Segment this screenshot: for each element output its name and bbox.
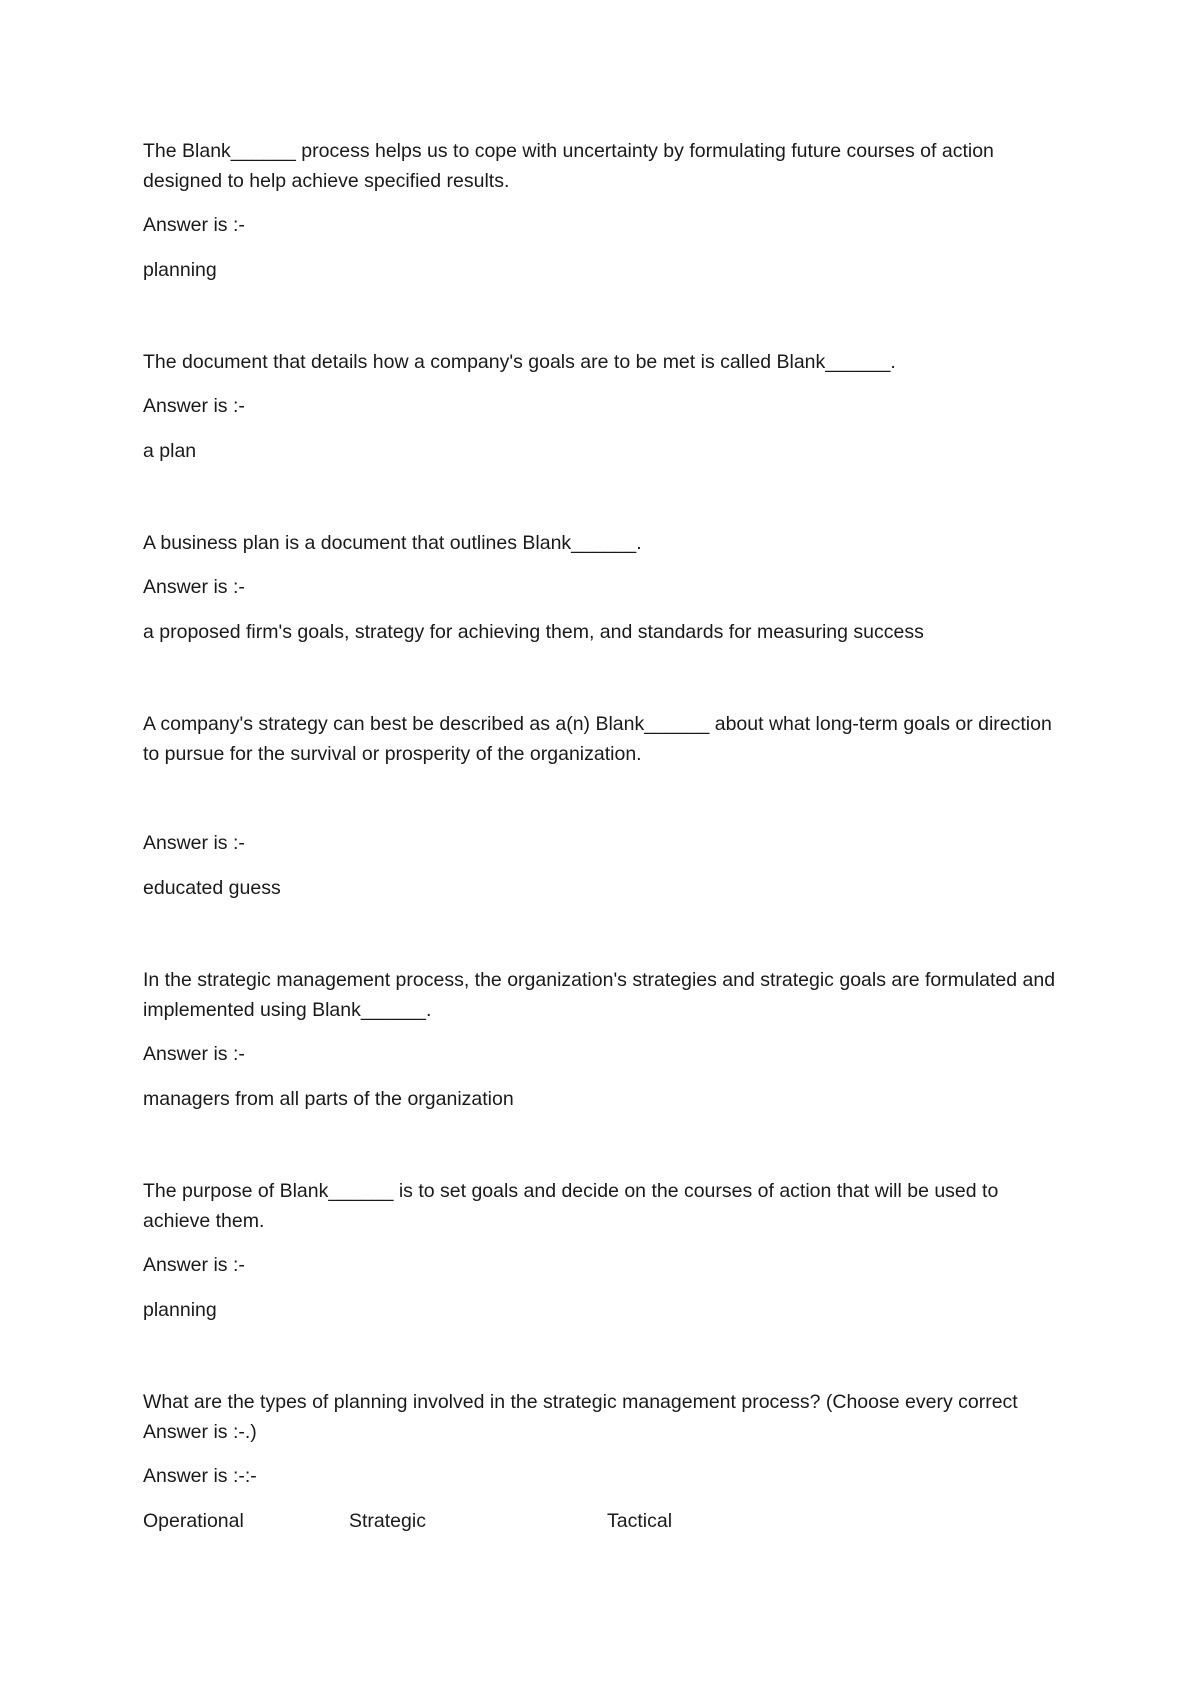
question-text: A business plan is a document that outlines Blank______. [143,532,642,554]
spacer [143,647,1063,709]
qa-item-3 [143,528,1063,647]
answer-text: educated guess [143,877,281,899]
question-text: The document that details how a company's goals are to be met is called Blank______. [143,351,896,373]
answer-text: planning [143,259,217,281]
answer-text: planning [143,1299,217,1321]
spacer [143,1114,1063,1176]
question-text: In the strategic management process, the organization's strategies and strategic goals are formulated and implemented using Blank______. [143,969,1056,1021]
spacer [143,783,1063,828]
spacer [143,903,1063,965]
option-tactical: Tactical [607,1510,673,1532]
question-text: What are the types of planning involved in the strategic management process? (Choose every correct Answer is :-.) [143,1391,1018,1443]
answer-label: Answer is :- [143,1254,245,1276]
answer-text: managers from all parts of the organization [143,1088,514,1110]
spacer [143,1325,1063,1387]
option-operational: Operational [143,1510,244,1532]
question-text: The purpose of Blank______ is to set goals and decide on the courses of action that will be used to achieve them. [143,1180,999,1232]
answer-label: Answer is :- [143,576,245,598]
qa-item-7 [143,1387,1063,1536]
answer-text: a plan [143,440,197,462]
answer-label: Answer is :- [143,1043,245,1065]
document-page [143,136,1063,1536]
answer-label: Answer is :-:- [143,1465,257,1487]
qa-item-5 [143,965,1063,1114]
qa-item-4 [143,709,1063,903]
spacer [143,466,1063,528]
answer-options [143,1506,1063,1536]
question-text: A company's strategy can best be described as a(n) Blank______ about what long-term goals or direction to pursue for the survival or prosperity of the organization. [143,713,1052,765]
spacer [143,285,1063,347]
qa-item-1 [143,136,1063,285]
answer-label: Answer is :- [143,214,245,236]
answer-label: Answer is :- [143,832,245,854]
qa-item-6 [143,1176,1063,1325]
option-strategic: Strategic [349,1510,426,1532]
qa-item-2 [143,347,1063,466]
answer-label: Answer is :- [143,395,245,417]
answer-text: a proposed firm's goals, strategy for achieving them, and standards for measuring success [143,621,924,643]
question-text: The Blank______ process helps us to cope with uncertainty by formulating future courses of action designed to help achieve specified results. [143,140,994,192]
